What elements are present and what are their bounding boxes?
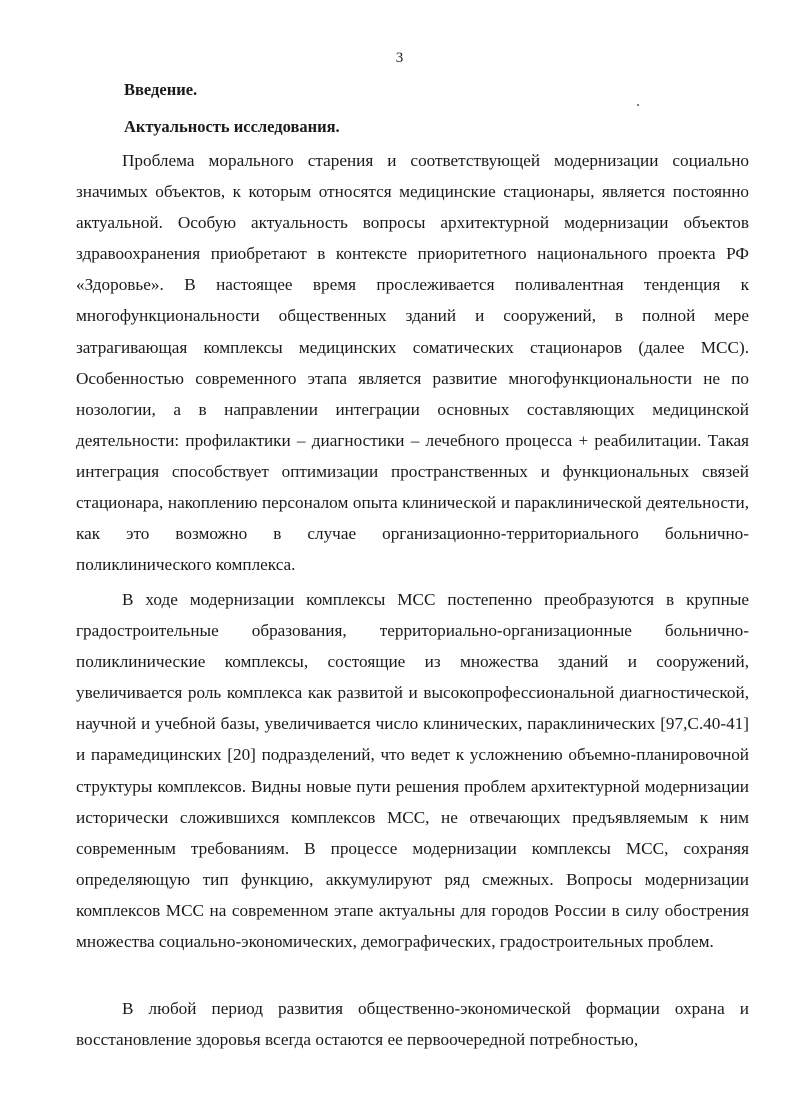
page-number: 3 [395,50,404,66]
paragraph-block-3 [76,993,749,1055]
paragraph: Проблема морального старения и соответствующей модернизации социально значимых объектов, к которым относятся медицинские стационары, является постоянно актуальной. Особую актуальность вопросы архитектурной модернизации объектов здравоохранения приобретают в контексте приоритетного национального проекта РФ «Здоровье». В настоящее время прослеживается поливалентная тенденция к многофункциональности общественных зданий и сооружений, в полной мере затрагивающая комплексы медицинских соматических стационаров (далее МСС). Особенностью современного этапа является развитие многофункциональности не по нозологии, а в направлении интеграции основных составляющих медицинской деятельности: профилактики – диагностики – лечебного процесса + реабилитации. Такая интеграция способствует оптимизации пространственных и функциональных связей стационара, накоплению персоналом опыта клинической и параклинической деятельности, как это возможно в случае организационно-территориального больнично-поликлинического комплекса. [76,151,749,575]
heading-relevance: Актуальность исследования. [124,117,340,136]
heading-introduction: Введение. [124,80,198,99]
paragraph: В ходе модернизации комплексы МСС постепенно преобразуются в крупные градостроительные образования, территориально-организационные больнично-поликлинические комплексы, состоящие из множества зданий и сооружений, увеличивается роль комплекса как развитой и высокопрофессиональной диагностической, научной и учебной базы, увеличивается число клинических, параклинических [97,С.40-41] и парамедицинских [20] подразделений, что ведет к усложнению объемно-планировочной структуры комплексов. Видны новые пути решения проблем архитектурной модернизации исторически сложившихся комплексов МСС, не отвечающих предъявляемым к ним современным требованиям. В процессе модернизации комплексы МСС, сохраняя определяющую тип функцию, аккумулируют ряд смежных. Вопросы модернизации комплексов МСС на современном этапе актуальны для городов России в силу обострения множества социально-экономических, демографических, градостроительных проблем. [76,590,749,952]
paragraph-block-2 [76,584,749,957]
scan-speck [637,104,639,106]
paragraph: В любой период развития общественно-экономической формации охрана и восстановление здоровья всегда остаются ее первоочередной потребностью, [76,999,749,1050]
paragraph-block-1 [76,145,749,580]
